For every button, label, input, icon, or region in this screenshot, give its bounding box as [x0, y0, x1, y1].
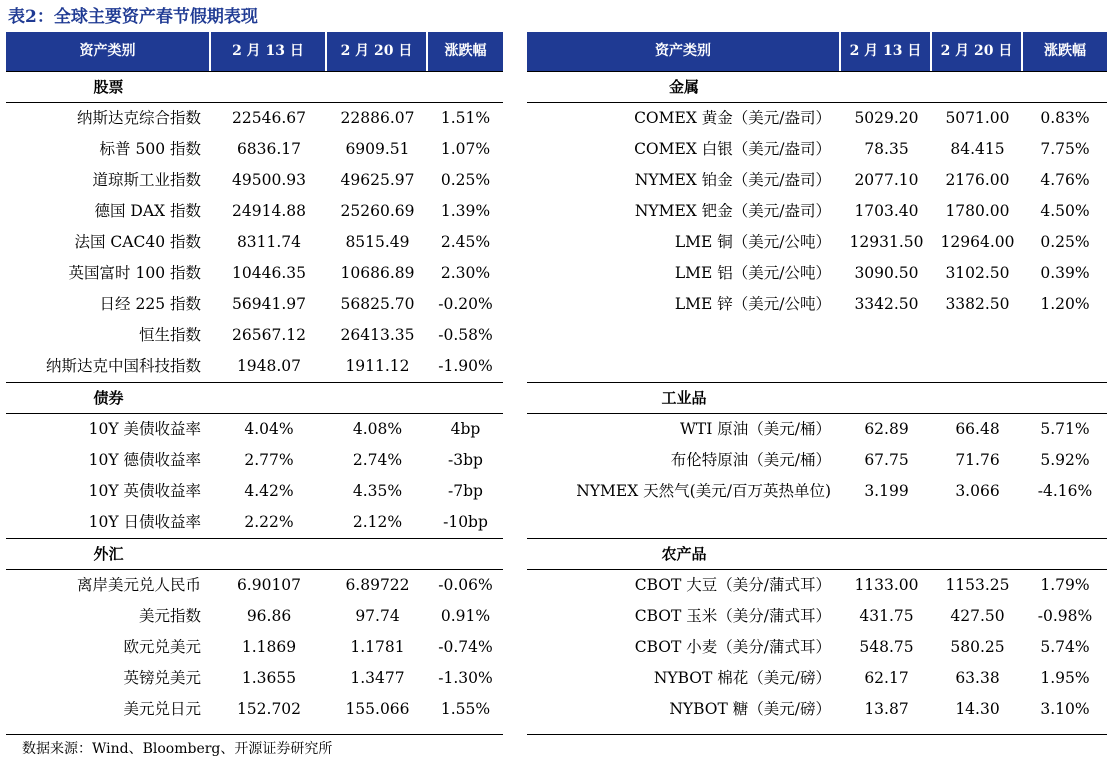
header-asset-class: 资产类别: [527, 32, 839, 71]
change-pct: 2.45%: [440, 233, 491, 251]
change-pct: -1.90%: [438, 357, 493, 375]
table-row: [527, 289, 1107, 320]
value-feb-20: 427.50: [950, 607, 1005, 625]
change-pct: 5.71%: [1040, 420, 1090, 438]
table-row: [6, 103, 503, 134]
asset-name: 美元兑日元: [123, 700, 201, 718]
change-pct: 1.95%: [1040, 669, 1090, 687]
value-feb-13: 152.702: [236, 700, 302, 718]
section-header: [6, 538, 503, 570]
change-pct: 1.55%: [440, 700, 491, 718]
value-feb-13: 49500.93: [232, 171, 306, 189]
table-row: [527, 570, 1107, 601]
value-feb-20: 6.89722: [345, 576, 410, 594]
section-label: 农产品: [661, 545, 707, 563]
section-header: [527, 538, 1107, 570]
value-feb-13: 24914.88: [232, 202, 306, 220]
table-row: [6, 289, 503, 320]
asset-name: NYMEX 铂金（美元/盎司）: [634, 171, 831, 189]
value-feb-20: 71.76: [955, 451, 1000, 469]
value-feb-20: 3.066: [955, 482, 1000, 500]
change-pct: [1023, 351, 1107, 382]
right-bottom-rule: [527, 734, 1107, 735]
header-change: 涨跌幅: [428, 32, 503, 71]
asset-name: COMEX 白银（美元/盎司）: [634, 140, 831, 158]
change-pct: 3.10%: [1040, 700, 1090, 718]
change-pct: 2.30%: [440, 264, 491, 282]
table-row: [6, 445, 503, 476]
value-feb-20: 25260.69: [340, 202, 415, 220]
value-feb-20: 3382.50: [945, 295, 1010, 313]
value-feb-13: 1703.40: [854, 202, 919, 220]
change-pct: -10bp: [443, 513, 488, 531]
value-feb-20: 6909.51: [345, 140, 410, 158]
table-row: [6, 632, 503, 663]
asset-name: 离岸美元兑人民币: [76, 576, 201, 594]
change-pct: -0.06%: [438, 576, 493, 594]
change-pct: 0.91%: [440, 607, 491, 625]
asset-name: 10Y 德债收益率: [88, 451, 201, 469]
section-label: 债券: [93, 389, 124, 407]
value-feb-20: 84.415: [950, 140, 1005, 158]
table-row: [527, 663, 1107, 694]
value-feb-13: [841, 507, 932, 538]
change-pct: -0.58%: [438, 326, 493, 344]
value-feb-13: 431.75: [859, 607, 914, 625]
change-pct: 0.25%: [1040, 233, 1090, 251]
table-row: [527, 103, 1107, 134]
asset-name: 道琼斯工业指数: [92, 171, 201, 189]
table-row: [6, 258, 503, 289]
value-feb-13: 62.89: [864, 420, 909, 438]
value-feb-20: [932, 351, 1023, 382]
change-pct: 4bp: [450, 420, 481, 438]
table-row: [6, 507, 503, 538]
table-row: [527, 258, 1107, 289]
table-row: [527, 694, 1107, 725]
value-feb-13: 26567.12: [232, 326, 306, 344]
header-date-1: 2 月 13 日: [841, 32, 930, 71]
value-feb-13: [841, 351, 932, 382]
value-feb-13: 12931.50: [849, 233, 924, 251]
section-label: 外汇: [93, 545, 124, 563]
value-feb-20: 22886.07: [340, 109, 415, 127]
header-asset-class: 资产类别: [6, 32, 209, 71]
asset-name: NYMEX 天然气(美元/百万英热单位): [576, 482, 831, 500]
value-feb-20: 2.12%: [352, 513, 403, 531]
value-feb-20: 1.3477: [350, 669, 405, 687]
table-row: [527, 196, 1107, 227]
value-feb-13: 8311.74: [236, 233, 302, 251]
asset-name: [527, 320, 841, 351]
table-row: [6, 320, 503, 351]
value-feb-13: 1.1869: [241, 638, 297, 656]
section-label: 工业品: [661, 389, 707, 407]
section-header: [6, 382, 503, 414]
table-row: [6, 134, 503, 165]
asset-name: 日经 225 指数: [99, 295, 201, 313]
change-pct: 0.83%: [1040, 109, 1090, 127]
value-feb-20: 2176.00: [945, 171, 1010, 189]
value-feb-20: 10686.89: [340, 264, 415, 282]
value-feb-13: 2.22%: [244, 513, 294, 531]
value-feb-20: 97.74: [355, 607, 400, 625]
asset-name: 法国 CAC40 指数: [74, 233, 201, 251]
value-feb-20: 1780.00: [945, 202, 1010, 220]
table-row: [6, 663, 503, 694]
left-table-body: [6, 71, 503, 725]
change-pct: -1.30%: [438, 669, 493, 687]
value-feb-13: 5029.20: [854, 109, 919, 127]
asset-name: COMEX 黄金（美元/盎司）: [634, 109, 831, 127]
value-feb-13: 548.75: [859, 638, 914, 656]
table-row: [527, 320, 1107, 351]
value-feb-20: 49625.97: [340, 171, 415, 189]
table-row: [6, 694, 503, 725]
table-row: [6, 165, 503, 196]
asset-name: 纳斯达克综合指数: [76, 109, 201, 127]
asset-name: 纳斯达克中国科技指数: [45, 357, 201, 375]
value-feb-20: 63.38: [955, 669, 1000, 687]
asset-name: 德国 DAX 指数: [94, 202, 201, 220]
value-feb-13: 4.42%: [244, 482, 294, 500]
value-feb-20: [932, 320, 1023, 351]
value-feb-20: 4.35%: [352, 482, 403, 500]
table-row: [527, 134, 1107, 165]
table-row: [527, 351, 1107, 382]
change-pct: -4.16%: [1037, 482, 1093, 500]
value-feb-20: 66.48: [955, 420, 1000, 438]
change-pct: 7.75%: [1040, 140, 1090, 158]
asset-name: 英镑兑美元: [123, 669, 201, 687]
asset-name: 布伦特原油（美元/桶）: [670, 451, 831, 469]
table-row: [527, 445, 1107, 476]
value-feb-13: 3.199: [864, 482, 909, 500]
change-pct: 1.20%: [1040, 295, 1090, 313]
asset-name: 英国富时 100 指数: [68, 264, 201, 282]
change-pct: -7bp: [448, 482, 483, 500]
value-feb-20: 155.066: [345, 700, 410, 718]
table-row: [527, 227, 1107, 258]
source-note: 数据来源：Wind、Bloomberg、开源证券研究所: [22, 741, 333, 757]
value-feb-13: 67.75: [864, 451, 909, 469]
change-pct: 4.50%: [1040, 202, 1090, 220]
asset-name: CBOT 小麦（美分/蒲式耳）: [634, 638, 831, 656]
asset-name: 欧元兑美元: [123, 638, 201, 656]
value-feb-13: 2077.10: [854, 171, 919, 189]
value-feb-13: 96.86: [246, 607, 292, 625]
section-header: [527, 382, 1107, 414]
header-date-2: 2 月 20 日: [932, 32, 1021, 71]
value-feb-20: 2.74%: [352, 451, 403, 469]
change-pct: 5.92%: [1040, 451, 1090, 469]
asset-name: WTI 原油（美元/桶）: [679, 420, 831, 438]
change-pct: 1.79%: [1040, 576, 1090, 594]
change-pct: -0.20%: [438, 295, 493, 313]
change-pct: 1.51%: [440, 109, 491, 127]
value-feb-13: 78.35: [864, 140, 909, 158]
asset-name: LME 锌（美元/公吨）: [674, 295, 831, 313]
header-date-2: 2 月 20 日: [327, 32, 426, 71]
asset-name: NYBOT 棉花（美元/磅）: [653, 669, 831, 687]
asset-name: 10Y 英债收益率: [88, 482, 201, 500]
section-header: [527, 71, 1107, 103]
right-table: [527, 32, 1107, 725]
change-pct: -0.74%: [438, 638, 493, 656]
asset-name: CBOT 玉米（美分/蒲式耳）: [634, 607, 831, 625]
value-feb-20: [932, 507, 1023, 538]
value-feb-13: 22546.67: [232, 109, 306, 127]
table-row: [527, 165, 1107, 196]
header-date-1: 2 月 13 日: [211, 32, 325, 71]
left-bottom-rule: [6, 734, 503, 735]
value-feb-13: 56941.97: [232, 295, 306, 313]
left-header-row: [6, 32, 503, 71]
value-feb-20: 12964.00: [940, 233, 1015, 251]
header-change: 涨跌幅: [1023, 32, 1107, 71]
value-feb-13: 1948.07: [236, 357, 302, 375]
table-row: [6, 351, 503, 382]
value-feb-20: 4.08%: [352, 420, 403, 438]
asset-name: 美元指数: [138, 607, 201, 625]
value-feb-13: 2.77%: [244, 451, 294, 469]
section-header: [6, 71, 503, 103]
table-row: [6, 227, 503, 258]
section-label: 金属: [668, 78, 699, 96]
value-feb-20: 14.30: [955, 700, 1000, 718]
table-row: [6, 570, 503, 601]
value-feb-13: 4.04%: [244, 420, 294, 438]
value-feb-13: 1.3655: [241, 669, 297, 687]
value-feb-13: 62.17: [864, 669, 909, 687]
table-row: [527, 632, 1107, 663]
change-pct: 4.76%: [1040, 171, 1090, 189]
asset-name: 10Y 日债收益率: [88, 513, 201, 531]
value-feb-13: 1133.00: [854, 576, 919, 594]
value-feb-20: 1153.25: [945, 576, 1010, 594]
value-feb-13: 3090.50: [854, 264, 919, 282]
asset-name: 10Y 美债收益率: [88, 420, 201, 438]
table-row: [527, 601, 1107, 632]
value-feb-20: 580.25: [950, 638, 1005, 656]
value-feb-13: 6.90107: [236, 576, 302, 594]
asset-name: LME 铜（美元/公吨）: [674, 233, 831, 251]
value-feb-20: 8515.49: [345, 233, 410, 251]
value-feb-13: 10446.35: [232, 264, 306, 282]
change-pct: -0.98%: [1037, 607, 1093, 625]
value-feb-20: 26413.35: [340, 326, 415, 344]
table-row: [6, 601, 503, 632]
change-pct: 0.25%: [440, 171, 491, 189]
value-feb-20: 1911.12: [345, 357, 410, 375]
value-feb-13: [841, 320, 932, 351]
value-feb-20: 5071.00: [945, 109, 1010, 127]
right-header-row: [527, 32, 1107, 71]
asset-name: [527, 507, 841, 538]
change-pct: 5.74%: [1040, 638, 1090, 656]
left-table: [6, 32, 503, 725]
table-row: [527, 414, 1107, 445]
table-row: [6, 196, 503, 227]
change-pct: -3bp: [448, 451, 483, 469]
change-pct: 1.07%: [440, 140, 491, 158]
value-feb-20: 3102.50: [945, 264, 1010, 282]
asset-name: NYBOT 糖（美元/磅）: [669, 700, 831, 718]
table-row: [6, 414, 503, 445]
value-feb-20: 56825.70: [340, 295, 415, 313]
section-label: 股票: [93, 78, 124, 96]
table-title: 表2：全球主要资产春节假期表现: [8, 7, 258, 27]
change-pct: [1023, 507, 1107, 538]
change-pct: 0.39%: [1040, 264, 1090, 282]
right-table-body: [527, 71, 1107, 725]
asset-name: LME 铝（美元/公吨）: [674, 264, 831, 282]
asset-name: [527, 351, 841, 382]
table-row: [527, 507, 1107, 538]
asset-name: 标普 500 指数: [99, 140, 201, 158]
change-pct: [1023, 320, 1107, 351]
table-row: [527, 476, 1107, 507]
table-row: [6, 476, 503, 507]
asset-name: CBOT 大豆（美分/蒲式耳）: [634, 576, 831, 594]
asset-name: NYMEX 钯金（美元/盎司）: [634, 202, 831, 220]
value-feb-13: 3342.50: [854, 295, 919, 313]
value-feb-13: 13.87: [864, 700, 909, 718]
change-pct: 1.39%: [440, 202, 491, 220]
value-feb-20: 1.1781: [350, 638, 405, 656]
asset-name: 恒生指数: [138, 326, 201, 344]
value-feb-13: 6836.17: [236, 140, 302, 158]
